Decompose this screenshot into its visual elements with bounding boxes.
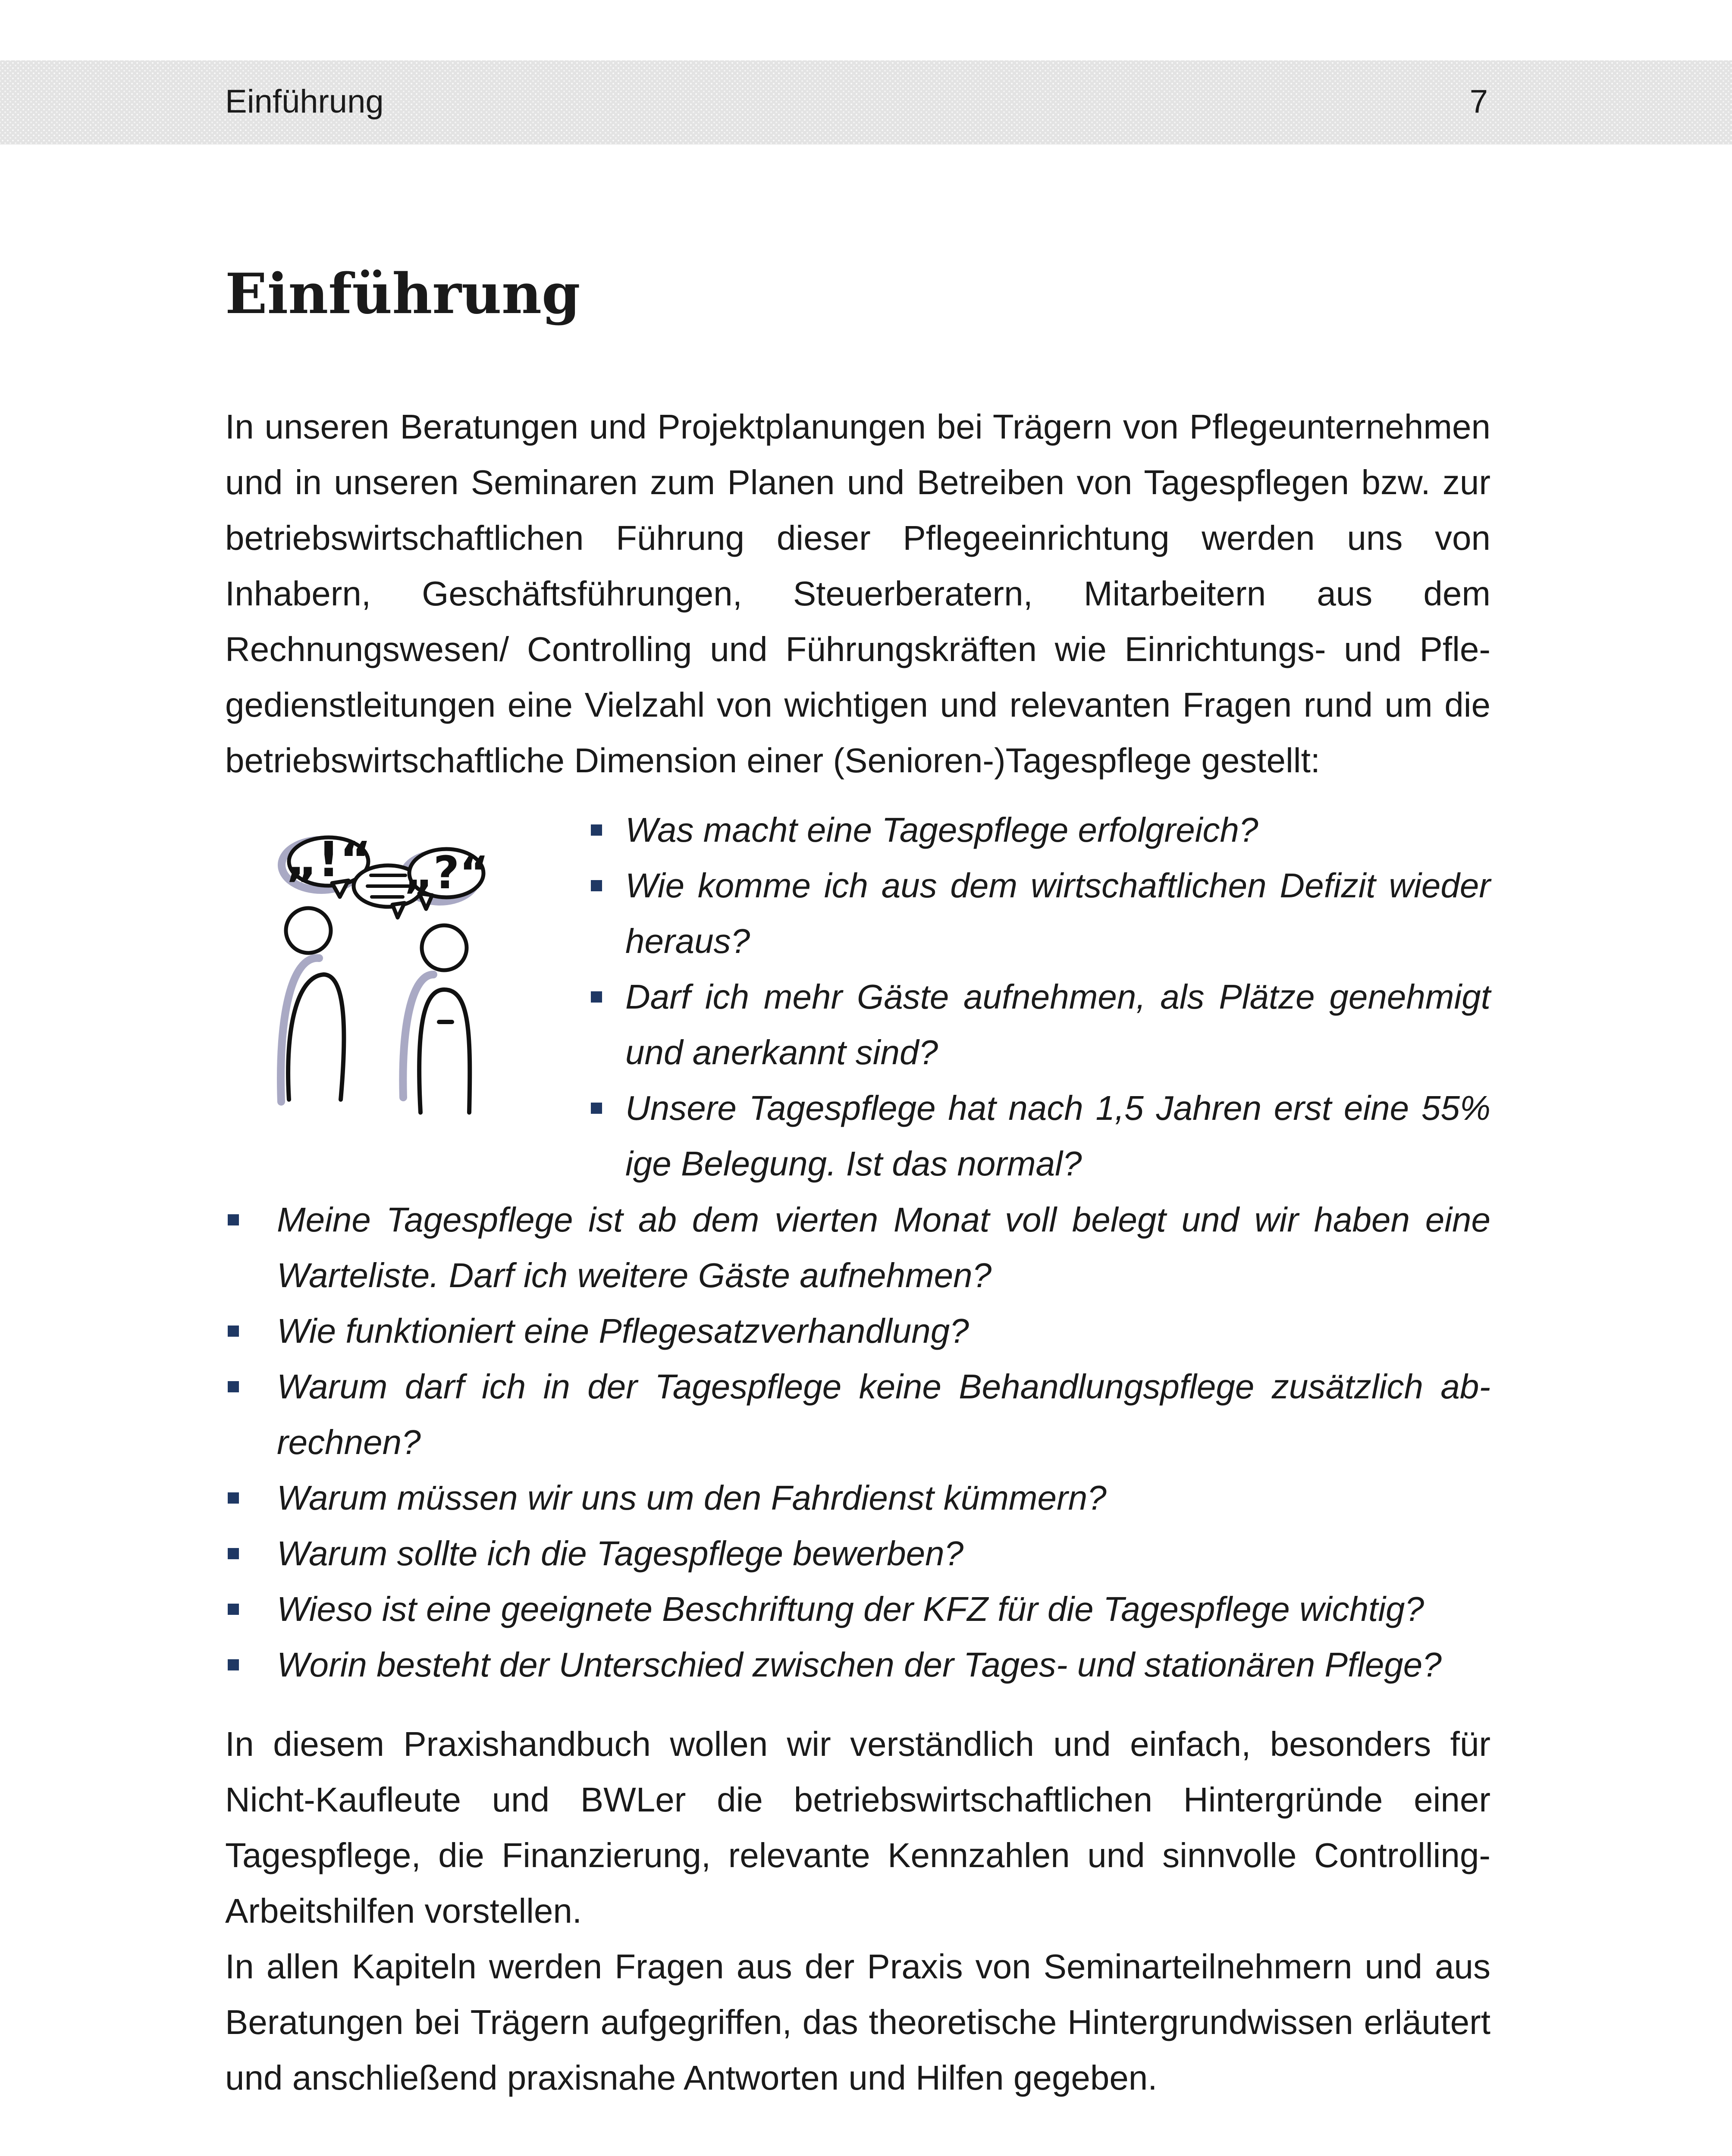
list-item: Warum darf ich in der Tagespflege keine Behandlungspflege zusätzlich abrechnen? xyxy=(225,1359,1490,1470)
list-item: Darf ich mehr Gäste aufnehmen, als Plätze genehmigt und anerkannt sind? xyxy=(591,969,1490,1080)
intro-paragraph: In unseren Beratungen und Projektplanungen bei Trägern von Pflegeunternehmen und in unseren Seminaren zum Planen und Betreiben von Tagespflegen bzw. zur betriebswirtschaftlichen Führung dieser Pflegeeinrichtung werden uns von Inhabern, Geschäftsführungen, Steuerberatern, Mitarbeitern aus dem Rechnungswesen/ Controlling und Führungskräften wie Einrichtungs- und Pflegedienstleitungen eine Vielzahl von wichtigen und relevanten Fragen rund um die betriebswirtschaftliche Dimension einer (Senioren-)Tagespflege gestellt: xyxy=(225,407,1490,780)
questions-list-full-width xyxy=(225,1192,1490,1692)
list-item: Wieso ist eine geeignete Beschriftung der KFZ für die Tagespflege wichtig? xyxy=(225,1581,1490,1637)
list-item: Wie komme ich aus dem wirtschaftlichen Defizit wieder heraus? xyxy=(591,858,1490,969)
page-number: 7 xyxy=(1469,83,1488,120)
list-item: Meine Tagespflege ist ab dem vierten Monat voll belegt und wir haben eine Warteliste. Darf ich weitere Gäste aufnehmen? xyxy=(225,1192,1490,1303)
outro-paragraph: In allen Kapiteln werden Fragen aus der Praxis von Seminarteilnehmern und aus Beratungen bei Trägern aufgegriffen, das theoretische Hintergrundwissen erläutert und anschließend praxisnahe Antworten und Hilfen gegeben. xyxy=(225,1947,1490,2097)
running-title: Einführung xyxy=(225,83,384,120)
bubble-right-text: „?“ xyxy=(404,846,489,899)
chapter-title: Einführung xyxy=(225,262,580,326)
questions-list-beside-image xyxy=(591,802,1490,1191)
outro-text xyxy=(225,1716,1490,2106)
two-people-with-speech-bubbles-icon xyxy=(259,832,561,1160)
list-item: Warum müssen wir uns um den Fahrdienst kümmern? xyxy=(225,1470,1490,1526)
list-item: Worin besteht der Unterschied zwischen der Tages- und stationären Pflege? xyxy=(225,1637,1490,1692)
list-item: Was macht eine Tagespflege erfolgreich? xyxy=(591,802,1490,858)
list-item: Warum sollte ich die Tagespflege bewerben? xyxy=(225,1526,1490,1581)
list-item: Wie funktioniert eine Pflegesatzverhandlung? xyxy=(225,1303,1490,1359)
list-item: Unsere Tagespflege hat nach 1,5 Jahren erst eine 55% ige Belegung. Ist das normal? xyxy=(591,1080,1490,1191)
bubble-left-text: „!“ xyxy=(286,832,372,888)
outro-paragraph: In diesem Praxishandbuch wollen wir verständlich und einfach, besonders für Nicht-Kaufleute und BWLer die betriebswirtschaftlichen Hintergründe einer Tagespflege, die Finanzierung, relevante Kennzahlen und sinnvolle Controlling-Arbeitshilfen vorstellen. xyxy=(225,1725,1490,1930)
